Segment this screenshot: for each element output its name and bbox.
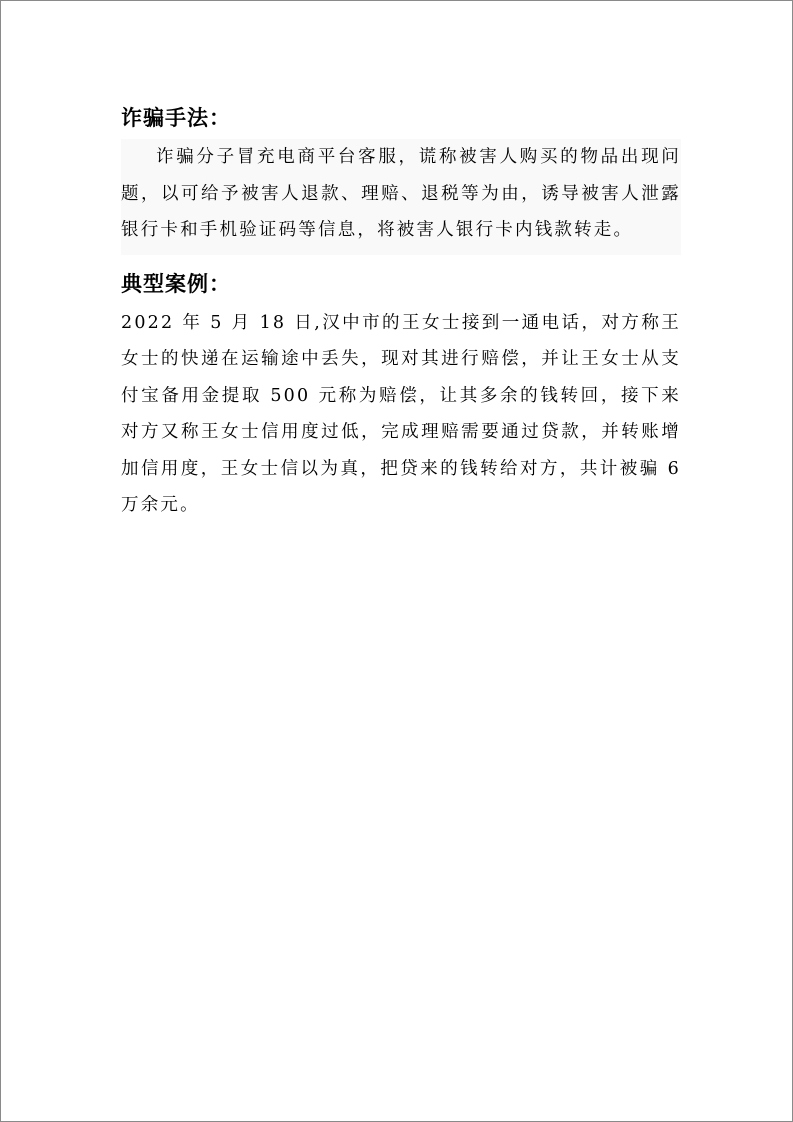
typical-case-paragraph: 2022 年 5 月 18 日,汉中市的王女士接到一通电话，对方称王女士的快递在运输途中丢失，现对其进行赔偿，并让王女士从支付宝备用金提取 500 元称为赔偿，让其多余的钱转回，接下来对方又称王女士信用度过低，完成理赔需要通过贷款，并转账增加信用度，王女士信以为真，把贷来的钱转给对方，共计被骗 6 万余元。 bbox=[121, 312, 681, 515]
typical-case-heading: 典型案例： bbox=[121, 271, 231, 296]
document-content bbox=[121, 99, 681, 524]
fraud-method-paragraph: 诈骗分子冒充电商平台客服，谎称被害人购买的物品出现问题，以可给予被害人退款、理赔、退税等为由，诱导被害人泄露银行卡和手机验证码等信息，将被害人银行卡内钱款转走。 bbox=[121, 139, 681, 255]
fraud-method-heading: 诈骗手法： bbox=[121, 106, 231, 130]
